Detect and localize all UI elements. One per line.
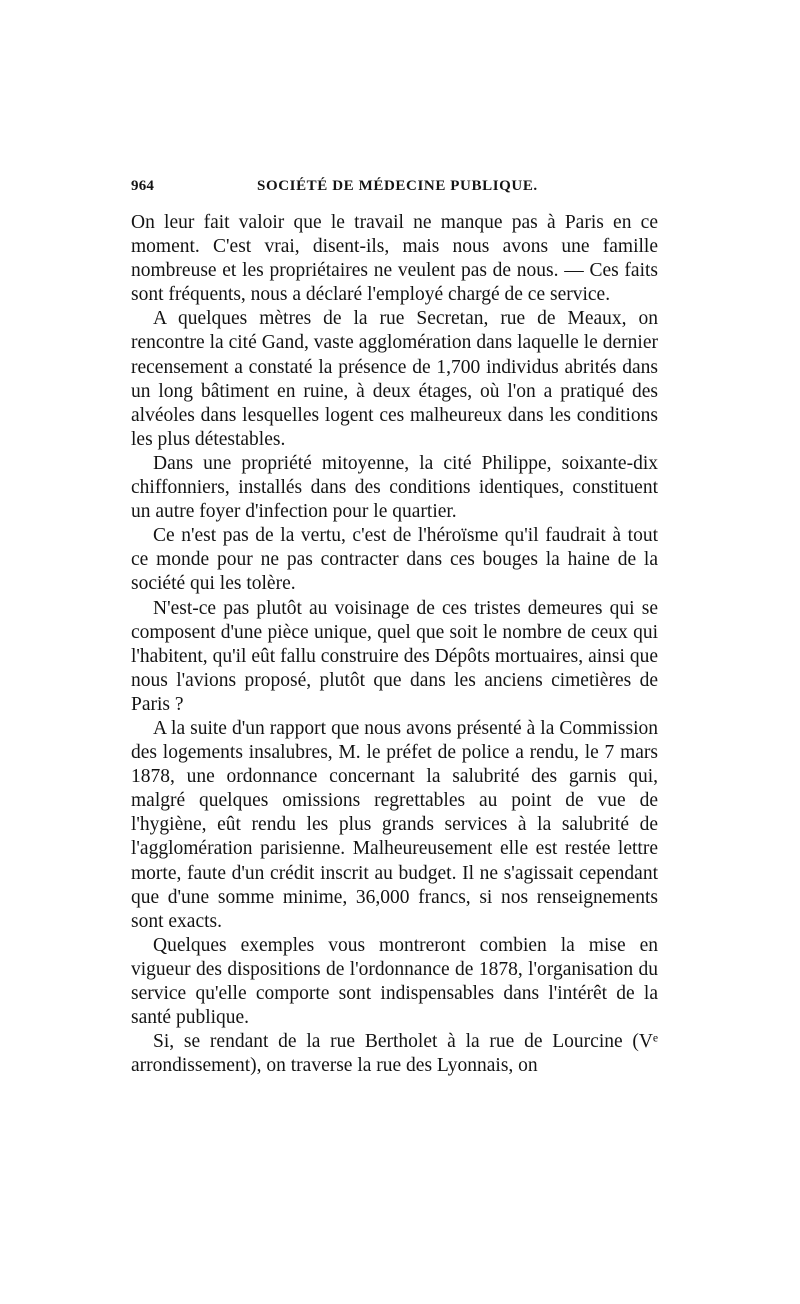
paragraph: Quelques exemples vous montreront combien la mise en vigueur des dispositions de l'ordonnance de 1878, l'organisation du service qu'elle comporte sont indispensables dans l'intérêt de la santé publique. — [131, 934, 658, 1029]
paragraph: A la suite d'un rapport que nous avons présenté à la Commission des logements insalubres, M. le préfet de police a rendu, le 7 mars 1878, une ordonnance concernant la salubrité des garnis qui, malgré quelques omissions regrettables au point de vue de l'hygiène, eût rendu les plus grands services à la salubrité de l'agglomération parisienne. Malheureusement elle est restée lettre morte, faute d'un crédit inscrit au budget. Il ne s'agissait cependant que d'une somme minime, 36,000 francs, si nos renseignements sont exacts. — [131, 717, 658, 932]
paragraph: A quelques mètres de la rue Secretan, rue de Meaux, on rencontre la cité Gand, vaste agglomération dans laquelle le dernier recensement a constaté la présence de 1,700 individus abrités dans un long bâtiment en ruine, à deux étages, où l'on a pratiqué des alvéoles dans lesquelles logent ces malheureux dans les conditions les plus détestables. — [131, 308, 658, 450]
page-number: 964 — [131, 178, 155, 194]
paragraph: Si, se rendant de la rue Bertholet à la rue de Lourcine (Vᵉ arrondissement), on traverse la rue des Lyonnais, on — [131, 1031, 658, 1077]
paragraph: Dans une propriété mitoyenne, la cité Philippe, soixante-dix chiffonniers, installés dans des conditions identiques, constituent un autre foyer d'infection pour le quartier. — [131, 452, 658, 523]
paragraph: On leur fait valoir que le travail ne manque pas à Paris en ce moment. C'est vrai, disent-ils, mais nous avons une famille nombreuse et les propriétaires ne veulent pas de nous. — Ces faits sont fréquents, nous a déclaré l'employé chargé de ce service. — [131, 212, 658, 306]
page-header — [131, 178, 658, 204]
body-text — [131, 211, 658, 1078]
paragraph: N'est-ce pas plutôt au voisinage de ces tristes demeures qui se composent d'une pièce unique, quel que soit le nombre de ceux qui l'habitent, qu'il eût fallu construire des Dépôts mortuaires, ainsi que nous l'avions proposé, plutôt que dans les anciens cimetières de Paris ? — [131, 597, 658, 715]
paragraph: Ce n'est pas de la vertu, c'est de l'héroïsme qu'il faudrait à tout ce monde pour ne pas contracter dans ces bouges la haine de la société qui les tolère. — [131, 525, 658, 595]
running-head: SOCIÉTÉ DE MÉDECINE PUBLIQUE. — [257, 178, 538, 194]
